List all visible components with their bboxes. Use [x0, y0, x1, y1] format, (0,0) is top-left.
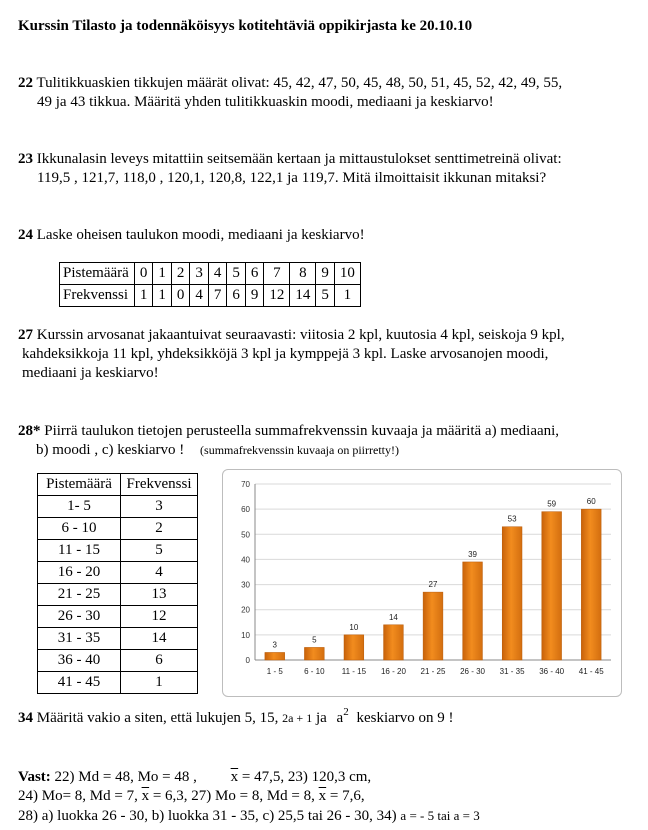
data-label: 10: [349, 622, 359, 632]
table-row: [38, 650, 198, 672]
y-tick-label: 10: [241, 630, 250, 640]
question-text: Kurssin arvosanat jakaantuivat seuraavasti: viitosia 2 kpl, kuutosia 4 kpl, seiskoja 9 kpl,: [36, 327, 565, 343]
table-row: [38, 628, 198, 650]
question-24: [18, 226, 365, 245]
question-number: 27: [18, 327, 33, 343]
y-tick-label: 50: [241, 530, 250, 540]
chart-bar: [542, 512, 562, 660]
question-text: Tulitikkuaskien tikkujen määrät olivat: 45, 42, 47, 50, 45, 48, 50, 51, 45, 52, 42, 49, 55,: [36, 75, 563, 91]
y-tick-label: 0: [245, 656, 250, 665]
question-text: Laske oheisen taulukon moodi, mediaani ja keskiarvo!: [36, 227, 365, 243]
table-row: [60, 263, 361, 285]
answer-text: a = - 5 tai a = 3: [400, 808, 480, 823]
question-text: Määritä vakio a siten, että lukujen 5, 15,: [36, 710, 279, 726]
table-cell: 1: [121, 672, 198, 694]
answer-text: 22) Md = 48, Mo = 48 ,: [54, 769, 197, 785]
chart-svg: [223, 470, 621, 696]
table-cell: 12: [121, 606, 198, 628]
question-27-line2: kahdeksikkoja 11 kpl, yhdeksikköjä 3 kpl ja kymppejä 3 kpl. Laske arvosanojen moodi,: [22, 346, 549, 362]
table-cell: 0: [171, 285, 190, 307]
data-label: 53: [507, 514, 517, 524]
table-cell: 3: [121, 496, 198, 518]
table-cell: 6 - 10: [38, 518, 121, 540]
y-tick-label: 70: [241, 480, 250, 489]
table-row: [38, 496, 198, 518]
table-cell: 6: [245, 263, 264, 285]
x-tick-label: 31 - 35: [499, 667, 525, 676]
question-27-line3: mediaani ja keskiarvo!: [22, 365, 159, 381]
table-row: [38, 606, 198, 628]
table-header-row: [38, 474, 198, 496]
chart-bar: [463, 562, 483, 660]
answer-text: = 7,6,: [329, 788, 365, 804]
table-row: [38, 672, 198, 694]
data-label: 60: [586, 497, 596, 507]
data-label: 14: [388, 612, 398, 622]
table-cell: 1- 5: [38, 496, 121, 518]
question-number: 23: [18, 151, 33, 167]
table-cell: Pistemäärä: [60, 263, 135, 285]
table-cell: 14: [290, 285, 316, 307]
answer-text: 28) a) luokka 26 - 30, b) luokka 31 - 35, c) 25,5 tai 26 - 30, 34): [18, 808, 397, 824]
question-23: [18, 150, 562, 169]
table-cell: 4: [208, 263, 227, 285]
y-tick-label: 60: [241, 505, 250, 515]
x-tick-label: 1 - 5: [266, 667, 283, 676]
chart-bar: [423, 592, 443, 660]
question-22: [18, 74, 562, 93]
table-cell: 1: [153, 285, 172, 307]
chart-bar: [502, 527, 522, 660]
table-cell: 5: [316, 285, 335, 307]
table-cell: 5: [121, 540, 198, 562]
data-label: 3: [272, 640, 278, 650]
table-cell: 1: [134, 285, 153, 307]
question-27: [18, 326, 565, 345]
question-text: Ikkunalasin leveys mitattiin seitsemään kertaan ja mittaustulokset senttimetreinä olivat:: [36, 151, 562, 167]
table-cell: 8: [290, 263, 316, 285]
table-row: [38, 562, 198, 584]
x-tick-label: 21 - 25: [420, 667, 446, 676]
table-row: [38, 518, 198, 540]
x-tick-label: 41 - 45: [578, 667, 604, 676]
answers-line-1: [18, 768, 371, 787]
table-row: [38, 584, 198, 606]
table-cell: 4: [121, 562, 198, 584]
question-22-line2: 49 ja 43 tikkua. Määritä yhden tulitikkuaskin moodi, mediaani ja keskiarvo!: [37, 94, 494, 110]
table-cell: 14: [121, 628, 198, 650]
answer-text: = 47,5, 23) 120,3 cm,: [241, 769, 372, 785]
question-text: b) moodi , c) keskiarvo !: [36, 442, 185, 458]
chart-bar: [304, 647, 324, 660]
table-cell: 0: [134, 263, 153, 285]
question-text: Piirrä taulukon tietojen perusteella summafrekvenssin kuvaaja ja määritä a) mediaani,: [44, 423, 560, 439]
exponent: 2: [343, 706, 349, 718]
expression: 2a + 1: [282, 711, 313, 725]
frequency-table-24: [59, 262, 361, 307]
x-tick-label: 6 - 10: [304, 667, 325, 676]
data-label: 5: [312, 635, 317, 645]
table-cell: 7: [208, 285, 227, 307]
x-tick-label: 26 - 30: [460, 667, 486, 676]
x-tick-label: 11 - 15: [341, 667, 367, 676]
table-cell: 10: [334, 263, 360, 285]
table-cell: 36 - 40: [38, 650, 121, 672]
question-text: ja: [315, 710, 327, 726]
table-cell: 6: [121, 650, 198, 672]
chart-bar: [384, 625, 404, 660]
table-cell: 41 - 45: [38, 672, 121, 694]
table-cell: 4: [190, 285, 209, 307]
question-28: [18, 422, 559, 441]
mean-symbol: $\overline{x}$: [230, 769, 239, 785]
table-cell: 13: [121, 584, 198, 606]
table-cell: 12: [264, 285, 290, 307]
mean-symbol: $\overline{x}$: [318, 788, 327, 804]
page-title: Kurssin Tilasto ja todennäköisyys kotitehtäviä oppikirjasta ke 20.10.10: [18, 18, 473, 34]
answers-line-3: [18, 806, 480, 826]
table-cell: 5: [227, 263, 246, 285]
table-cell: Frekvenssi: [60, 285, 135, 307]
chart-note: (summafrekvenssin kuvaaja on piirretty!): [200, 443, 399, 457]
chart-bar: [344, 635, 364, 660]
x-tick-label: 16 - 20: [380, 667, 406, 676]
answers-line-2: [18, 787, 365, 806]
data-label: 59: [547, 499, 557, 509]
answers-label: Vast:: [18, 769, 51, 785]
column-header: Pistemäärä: [38, 474, 121, 496]
question-number: 28*: [18, 423, 41, 439]
table-cell: 31 - 35: [38, 628, 121, 650]
x-tick-label: 36 - 40: [539, 667, 565, 676]
y-tick-label: 20: [241, 605, 250, 615]
table-cell: 3: [190, 263, 209, 285]
frequency-table-28: [37, 473, 198, 694]
variable-a: a: [336, 710, 344, 726]
table-cell: 6: [227, 285, 246, 307]
question-number: 24: [18, 227, 33, 243]
table-cell: 21 - 25: [38, 584, 121, 606]
table-cell: 26 - 30: [38, 606, 121, 628]
question-number: 22: [18, 75, 33, 91]
mean-symbol: $\overline{x}$: [141, 788, 150, 804]
chart-bar: [265, 652, 285, 660]
question-34: [18, 706, 454, 728]
table-cell: 11 - 15: [38, 540, 121, 562]
table-cell: 2: [121, 518, 198, 540]
table-row: [38, 540, 198, 562]
column-header: Frekvenssi: [121, 474, 198, 496]
table-cell: 9: [245, 285, 264, 307]
table-cell: 16 - 20: [38, 562, 121, 584]
table-cell: 1: [334, 285, 360, 307]
cumulative-frequency-chart: [222, 469, 622, 697]
table-row: [60, 285, 361, 307]
chart-bar: [581, 509, 601, 660]
question-28-line2: [36, 441, 399, 460]
question-23-line2: 119,5 , 121,7, 118,0 , 120,1, 120,8, 122,1 ja 119,7. Mitä ilmoittaisit ikkunan mitaksi?: [37, 170, 547, 186]
table-cell: 7: [264, 263, 290, 285]
data-label: 39: [468, 549, 478, 559]
table-cell: 2: [171, 263, 190, 285]
question-number: 34: [18, 710, 33, 726]
y-tick-label: 30: [241, 580, 250, 590]
answer-text: = 6,3, 27) Mo = 8, Md = 8,: [152, 788, 315, 804]
y-tick-label: 40: [241, 555, 250, 565]
answer-text: 24) Mo= 8, Md = 7,: [18, 788, 138, 804]
table-cell: 1: [153, 263, 172, 285]
data-label: 27: [428, 580, 438, 590]
table-cell: 9: [316, 263, 335, 285]
question-text: keskiarvo on 9 !: [356, 710, 454, 726]
